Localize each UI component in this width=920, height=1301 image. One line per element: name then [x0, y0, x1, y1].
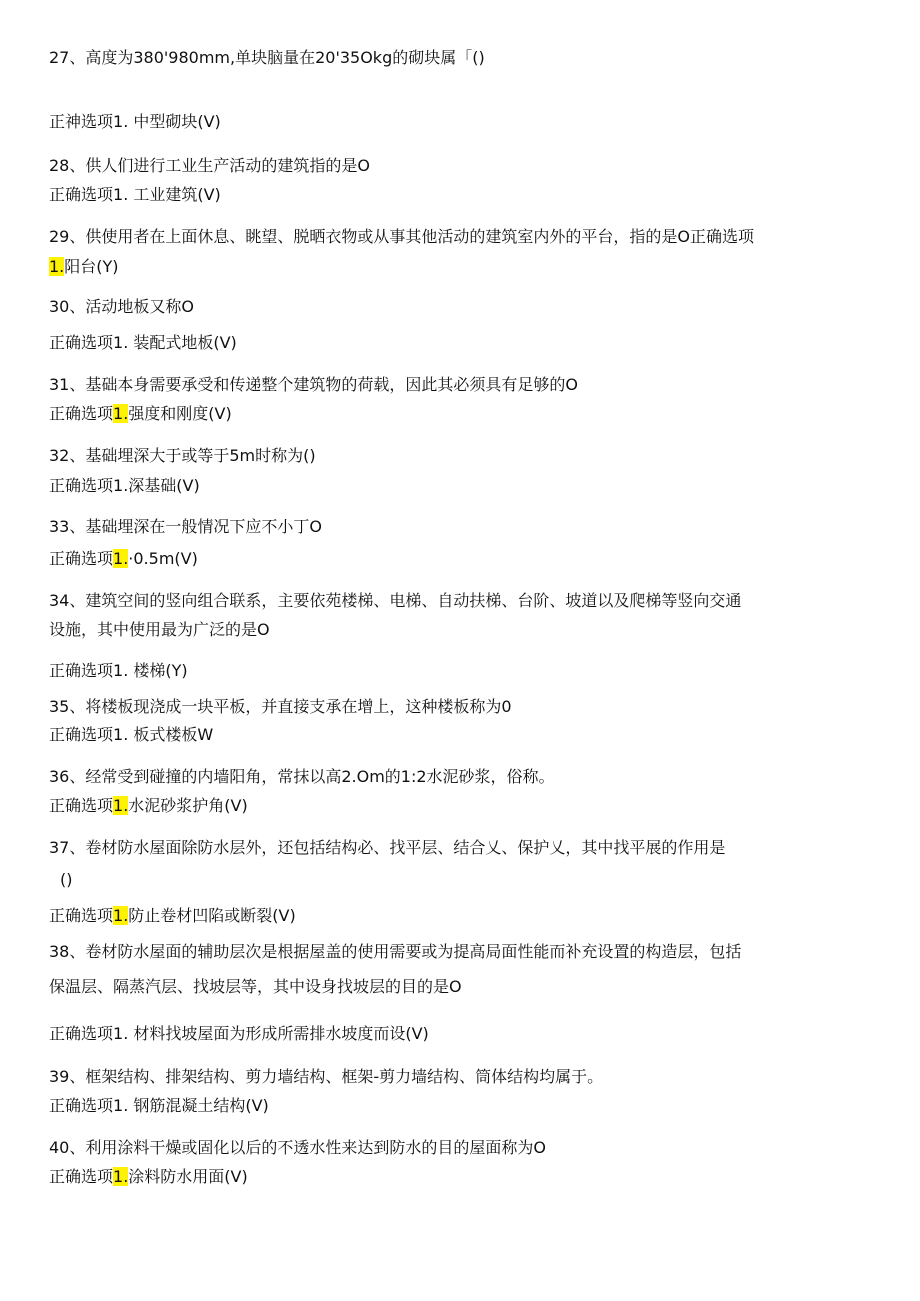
answer-29: 1.阳台(Y) [49, 257, 119, 276]
answer-36: 正确选项1.水泥砂浆护角(V) [49, 796, 248, 815]
answer-28: 正确选项1. 工业建筑(V) [49, 185, 221, 204]
answer-number: 1. [113, 333, 129, 352]
answer-number: 1. [113, 725, 129, 744]
answer-37: 正确选项1.防止卷材凹陷或断裂(V) [49, 906, 296, 925]
answer-number-highlight: 1. [49, 257, 65, 276]
answer-number-highlight: 1. [113, 404, 129, 423]
answer-number: 1. [113, 476, 129, 495]
answer-number: 1. [113, 661, 129, 680]
question-29: 29、供使用者在上面休息、眺望、脱晒衣物或从事其他活动的建筑室内外的平台，指的是O正确选项 [49, 227, 754, 246]
question-39: 39、框架结构、排架结构、剪力墙结构、框架-剪力墙结构、筒体结构均属于。 [49, 1067, 604, 1086]
answer-number-highlight: 1. [113, 906, 129, 925]
question-37: 37、卷材防水屋面除防水层外，还包括结构必、找平层、结合乂、保护乂，其中找平展的作用是 [49, 838, 726, 857]
question-31: 31、基础本身需要承受和传递整个建筑物的荷载，因此其必须具有足够的O [49, 375, 578, 394]
question-36: 36、经常受到碰撞的内墙阳角，常抹以高2.Om的1:2水泥砂浆，俗称。 [49, 767, 555, 786]
question-34-cont: 设施，其中使用最为广泛的是O [49, 620, 270, 639]
answer-number: 1. [113, 112, 129, 131]
answer-31: 正确选项1.强度和刚度(V) [49, 404, 232, 423]
question-40: 40、利用涂料干燥或固化以后的不透水性来达到防水的目的屋面称为O [49, 1138, 546, 1157]
answer-number: 1. [113, 1024, 129, 1043]
answer-39: 正确选项1. 钢筋混凝土结构(V) [49, 1096, 269, 1115]
answer-32: 正确选项1.深基础(V) [49, 476, 200, 495]
answer-34: 正确选项1. 楼梯(Y) [49, 661, 188, 680]
question-30: 30、活动地板又称O [49, 297, 194, 316]
question-33: 33、基础埋深在一般情况下应不小丁O [49, 517, 322, 536]
answer-number-highlight: 1. [113, 796, 129, 815]
answer-number-highlight: 1. [113, 549, 129, 568]
answer-35: 正确选项1. 板式楼板W [49, 725, 214, 744]
question-32: 32、基础埋深大于或等于5m时称为() [49, 446, 316, 465]
question-34: 34、建筑空间的竖向组合联系，主要依苑楼梯、电梯、自动扶梯、台阶、坡道以及爬梯等竖向交通 [49, 591, 742, 610]
question-38-cont: 保温层、隔蒸汽层、找坡层等，其中设身找坡层的目的是O [49, 977, 462, 996]
answer-number: 1. [113, 1096, 129, 1115]
question-27: 27、高度为380'980mm,单块脑量在20'35Okg的砌块属「() [49, 48, 485, 67]
answer-33: 正确选项1.·0.5m(V) [49, 549, 198, 568]
question-38: 38、卷材防水屋面的辅助层次是根据屋盖的使用需要或为提高局面性能而补充设置的构造层，包括 [49, 942, 742, 961]
answer-38: 正确选项1. 材料找坡屋面为形成所需排水坡度而设(V) [49, 1024, 429, 1043]
answer-30: 正确选项1. 装配式地板(V) [49, 333, 237, 352]
question-35: 35、将楼板现浇成一块平板，并直接支承在增上，这种楼板称为0 [49, 697, 512, 716]
question-28: 28、供人们进行工业生产活动的建筑指的是O [49, 156, 370, 175]
answer-number: 1. [113, 185, 129, 204]
question-37-cont: () [60, 870, 73, 889]
answer-27: 正神选项1. 中型砌块(V) [49, 112, 221, 131]
answer-number-highlight: 1. [113, 1167, 129, 1186]
answer-40: 正确选项1.涂料防水用面(V) [49, 1167, 248, 1186]
